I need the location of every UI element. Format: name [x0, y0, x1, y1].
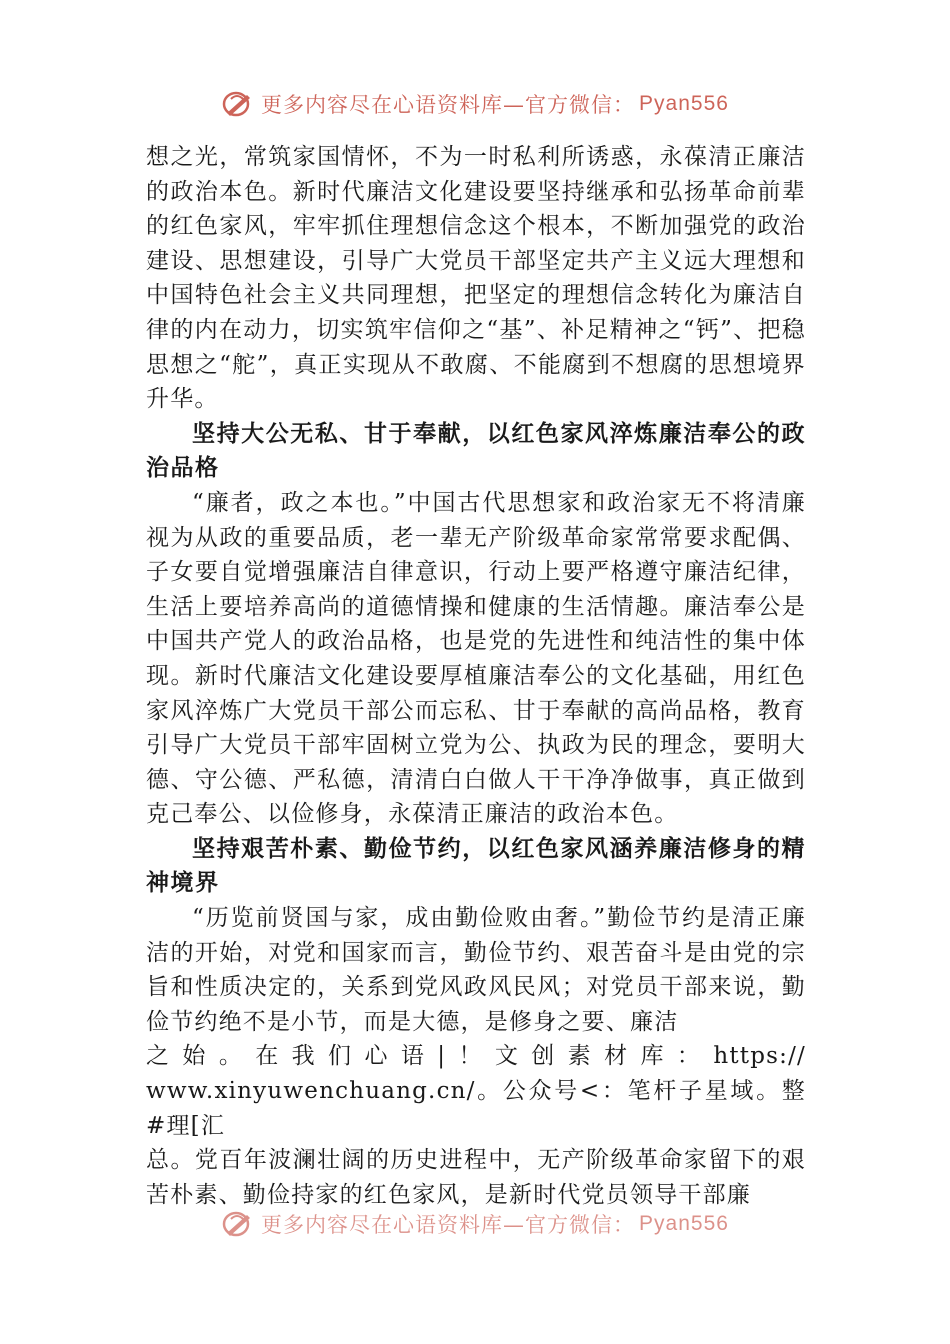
pen-logo-icon	[221, 89, 255, 119]
watermark-handle: Pyan556	[639, 1212, 729, 1235]
section-heading: 坚持艰苦朴素、勤俭节约，以红色家风涵养廉洁修身的精神境界	[146, 835, 806, 897]
watermark-text: 更多内容尽在心语资料库—官方微信：	[261, 1213, 636, 1237]
watermark-handle: Pyan556	[639, 92, 729, 115]
watermark-header	[0, 84, 950, 124]
paragraph: 总。党百年波澜壮阔的历史进程中，无产阶级革命家留下的艰苦朴素、勤俭持家的红色家风，是新时代党员领导干部廉	[146, 1147, 806, 1208]
paragraph: 想之光，常筑家国情怀，不为一时私利所诱惑，永葆清正廉洁的政治本色。新时代廉洁文化建设要坚持继承和弘扬革命前辈的红色家风，牢牢抓住理想信念这个根本，不断加强党的政治建设、思想建设，引导广大党员干部坚定共产主义远大理想和中国特色社会主义共同理想，把坚定的理想信念转化为廉洁自律的内在动力，切实筑牢信仰之“基”、补足精神之“钙”、把稳思想之“舵”，真正实现从不敢腐、不能腐到不想腐的思想境界升华。	[146, 144, 806, 413]
paragraph-spread-line: 之始。在我们心语|！文创素材库：https://	[146, 1043, 806, 1070]
section-heading: 坚持大公无私、甘于奉献，以红色家风淬炼廉洁奉公的政治品格	[146, 420, 806, 482]
pen-logo-icon	[221, 1209, 255, 1239]
watermark-footer	[0, 1204, 950, 1244]
paragraph: “廉者，政之本也。”中国古代思想家和政治家无不将清廉视为从政的重要品质，老一辈无产阶级革命家常常要求配偶、子女要自觉增强廉洁自律意识，行动上要严格遵守廉洁纪律，生活上要培养高尚的道德情操和健康的生活情趣。廉洁奉公是中国共产党人的政治品格，也是党的先进性和纯洁性的集中体现。新时代廉洁文化建设要厚植廉洁奉公的文化基础，用红色家风淬炼广大党员干部公而忘私、甘于奉献的高尚品格，教育引导广大党员干部牢固树立党为公、执政为民的理念，要明大德、守公德、严私德，清清白白做人干干净净做事，真正做到克己奉公、以俭修身，永葆清正廉洁的政治本色。	[146, 489, 806, 828]
paragraph-url-line: www.xinyuwenchuang.cn/。公众号<：笔杆子星域。整#理[汇	[146, 1078, 806, 1139]
document-body	[146, 140, 806, 1212]
watermark-text: 更多内容尽在心语资料库—官方微信：	[261, 93, 636, 117]
paragraph: “历览前贤国与家，成由勤俭败由奢。”勤俭节约是清正廉洁的开始，对党和国家而言，勤俭节约、艰苦奋斗是由党的宗旨和性质决定的，关系到党风政风民风；对党员干部来说，勤俭节约绝不是小节，而是大德，是修身之要、廉洁	[146, 905, 806, 1035]
